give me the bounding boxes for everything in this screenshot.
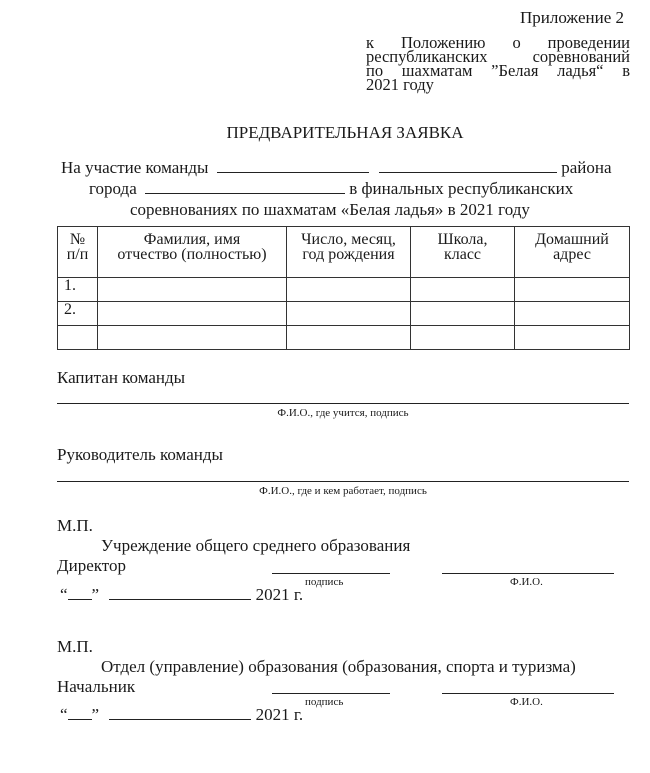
intro-line-3: соревнованиях по шахматам «Белая ладья» в 2021 году [130,200,530,219]
team-name-field[interactable] [217,158,369,173]
intro-district-label: района [561,158,612,177]
intro-line-2 [89,179,573,199]
table-header-row [58,227,630,278]
cell-full-name[interactable] [98,302,287,326]
school-role: Директор [57,556,126,575]
header-text: год рождения [302,246,395,263]
dept-date-month-field[interactable] [109,705,251,720]
header-text: Число, месяц, [301,231,396,248]
intro-team-label: На участие команды [61,158,209,177]
school-name-line[interactable] [442,573,614,574]
cell-home-address[interactable] [515,278,630,302]
leader-signature-line[interactable] [57,481,629,482]
cell-school-class[interactable] [411,278,515,302]
dept-date-day-field[interactable] [68,705,92,720]
header-text: адрес [553,246,591,263]
dept-date-year: 2021 г. [255,705,304,724]
intro-city-label: города [89,179,137,198]
header-text: п/п [66,246,89,263]
date-open-quote: “ [60,705,68,724]
school-date-day-field[interactable] [68,585,92,600]
annex-line: по шахматам ”Белая ладья“ в [366,61,630,80]
dept-institution: Отдел (управление) образования (образования, спорта и туризма) [101,657,576,676]
school-name-caption: Ф.И.О. [510,576,543,588]
date-open-quote: “ [60,585,68,604]
school-date-month-field[interactable] [109,585,251,600]
cell-full-name[interactable] [98,278,287,302]
school-signature-caption: подпись [305,576,344,588]
cell-full-name[interactable] [98,326,287,350]
dept-date [60,705,303,725]
captain-caption: Ф.И.О., где учится, подпись [277,407,409,419]
school-signature-line[interactable] [272,573,390,574]
header-home-address [515,227,630,278]
captain-label: Капитан команды [57,368,186,387]
header-text: отчество (полностью) [117,246,267,263]
school-institution: Учреждение общего среднего образования [101,536,411,555]
dept-name-line[interactable] [442,693,614,694]
cell-school-class[interactable] [411,302,515,326]
city-field[interactable] [145,179,345,194]
school-date [60,585,303,605]
header-text: Школа, [437,231,488,248]
annex-line: республиканских соревнований [366,47,630,66]
cell-birth-date[interactable] [287,326,411,350]
row-number: 2. [58,302,98,326]
dept-role: Начальник [57,677,136,696]
cell-school-class[interactable] [411,326,515,350]
header-text: Фамилия, имя [143,231,241,248]
header-school-class [411,227,515,278]
document-heading: ПРЕДВАРИТЕЛЬНАЯ ЗАЯВКА [226,123,464,142]
annex-title: Приложение 2 [520,8,624,27]
district-field[interactable] [379,158,557,173]
cell-birth-date[interactable] [287,302,411,326]
school-stamp-label: М.П. [57,516,93,535]
row-number: 1. [58,278,98,302]
annex-text [366,33,630,94]
cell-home-address[interactable] [515,326,630,350]
table-row [58,326,630,350]
annex-line: к Положению о проведении [366,33,630,52]
header-text: № [69,231,86,248]
header-text: класс [443,246,482,263]
dept-signature-line[interactable] [272,693,390,694]
cell-home-address[interactable] [515,302,630,326]
intro-line-1 [61,158,612,178]
participants-table [57,226,630,350]
date-close-quote: ” [91,705,100,724]
cell-birth-date[interactable] [287,278,411,302]
header-birth-date [287,227,411,278]
header-full-name [98,227,287,278]
date-close-quote: ” [91,585,100,604]
annex-line: 2021 году [366,75,434,94]
table-row [58,278,630,302]
intro-final-label: в финальных республиканских [349,179,574,198]
dept-signature-caption: подпись [305,696,344,708]
captain-signature-line[interactable] [57,403,629,404]
dept-stamp-label: М.П. [57,637,93,656]
row-number [58,326,98,350]
leader-label: Руководитель команды [57,445,223,464]
leader-caption: Ф.И.О., где и кем работает, подпись [259,485,427,497]
header-number [58,227,98,278]
dept-name-caption: Ф.И.О. [510,696,543,708]
header-text: Домашний [535,231,609,248]
table-row [58,302,630,326]
school-date-year: 2021 г. [255,585,304,604]
